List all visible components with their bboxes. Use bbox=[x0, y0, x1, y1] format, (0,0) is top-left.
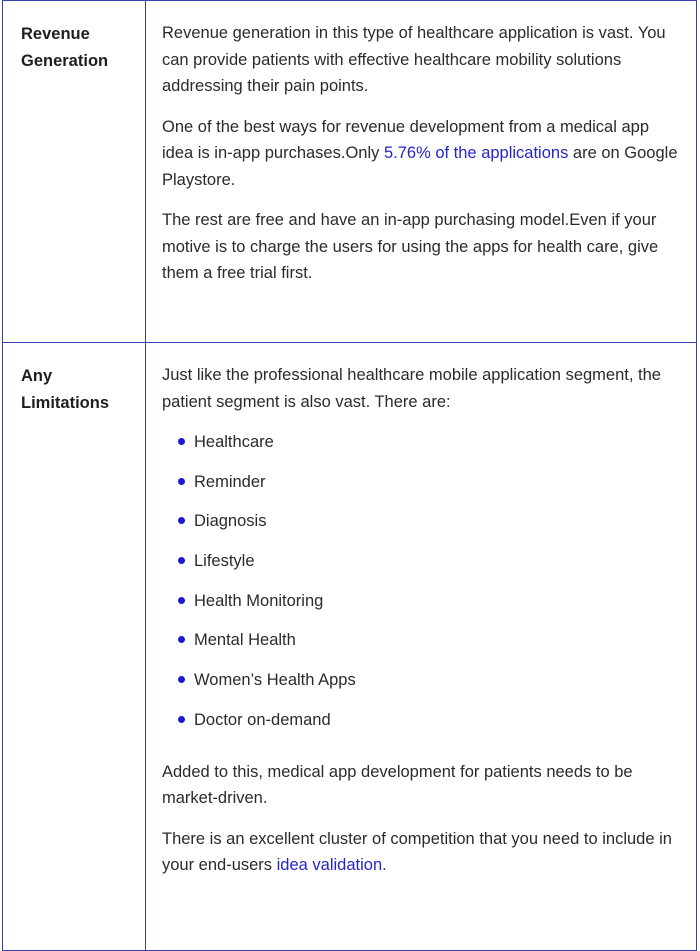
paragraph bbox=[162, 826, 682, 879]
list-item-label: Healthcare bbox=[194, 433, 274, 451]
row-content-any-limitations bbox=[146, 343, 697, 951]
list-item-label: Mental Health bbox=[194, 631, 296, 650]
list-item bbox=[178, 667, 682, 707]
row-label-line: Any bbox=[21, 367, 53, 385]
table-row-any-limitations bbox=[3, 343, 697, 951]
list-item-label: Health Monitoring bbox=[194, 591, 324, 610]
bullet-dot-icon bbox=[178, 438, 185, 445]
table-row-revenue-generation bbox=[3, 1, 697, 343]
bullet-dot-icon bbox=[178, 557, 185, 564]
paragraph: The rest are free and have an in-app purchasing model.Even if your motive is to charge the users for using the apps for health care, give them a free trial first. bbox=[162, 211, 659, 282]
list-item bbox=[178, 469, 682, 509]
list-item bbox=[178, 627, 682, 667]
list-item bbox=[178, 429, 682, 469]
intro-paragraph: Just like the professional healthcare mobile application segment, the patient segment is also vast. There are: bbox=[162, 366, 661, 411]
row-label-line: Generation bbox=[21, 52, 109, 70]
row-label-any-limitations bbox=[3, 343, 146, 951]
row-content-revenue-generation bbox=[146, 1, 697, 343]
bullet-dot-icon bbox=[178, 636, 185, 643]
bullet-dot-icon bbox=[178, 716, 185, 723]
list-item-label: Lifestyle bbox=[194, 552, 255, 571]
paragraph: Added to this, medical app development for patients needs to be market-driven. bbox=[162, 762, 633, 807]
paragraph: Revenue generation in this type of healthcare application is vast. You can provide patients with effective healthcare mobility solutions addressing their pain points. bbox=[162, 24, 666, 95]
paragraph-text: . bbox=[382, 856, 387, 874]
paragraph-text: One of the best ways for revenue development from a medical app idea is in-app purchases.Only bbox=[162, 117, 650, 162]
list-item-label: Reminder bbox=[194, 472, 266, 491]
row-label-line: Limitations bbox=[21, 394, 110, 412]
paragraph-text: are on Google Playstore. bbox=[162, 144, 678, 189]
list-item-label: Doctor on-demand bbox=[194, 710, 331, 729]
row-label-line: Revenue bbox=[21, 25, 90, 43]
paragraph-text: There is an excellent cluster of competition that you need to include in your end-users bbox=[162, 829, 672, 874]
bullet-dot-icon bbox=[178, 597, 185, 604]
row-label-revenue-generation bbox=[3, 1, 146, 343]
info-table bbox=[2, 0, 697, 951]
segment-list bbox=[162, 429, 682, 747]
list-item-label: Women’s Health Apps bbox=[194, 671, 356, 690]
list-item bbox=[178, 508, 682, 548]
list-item-label: Diagnosis bbox=[194, 512, 267, 531]
idea-validation-link[interactable]: idea validation bbox=[276, 856, 383, 874]
list-item bbox=[178, 588, 682, 628]
bullet-dot-icon bbox=[178, 478, 185, 485]
bullet-dot-icon bbox=[178, 676, 185, 683]
bullet-dot-icon bbox=[178, 517, 185, 524]
list-item bbox=[178, 548, 682, 588]
applications-stat-link[interactable]: 5.76% of the applications bbox=[383, 144, 569, 162]
list-item bbox=[178, 707, 682, 747]
paragraph bbox=[162, 114, 682, 194]
